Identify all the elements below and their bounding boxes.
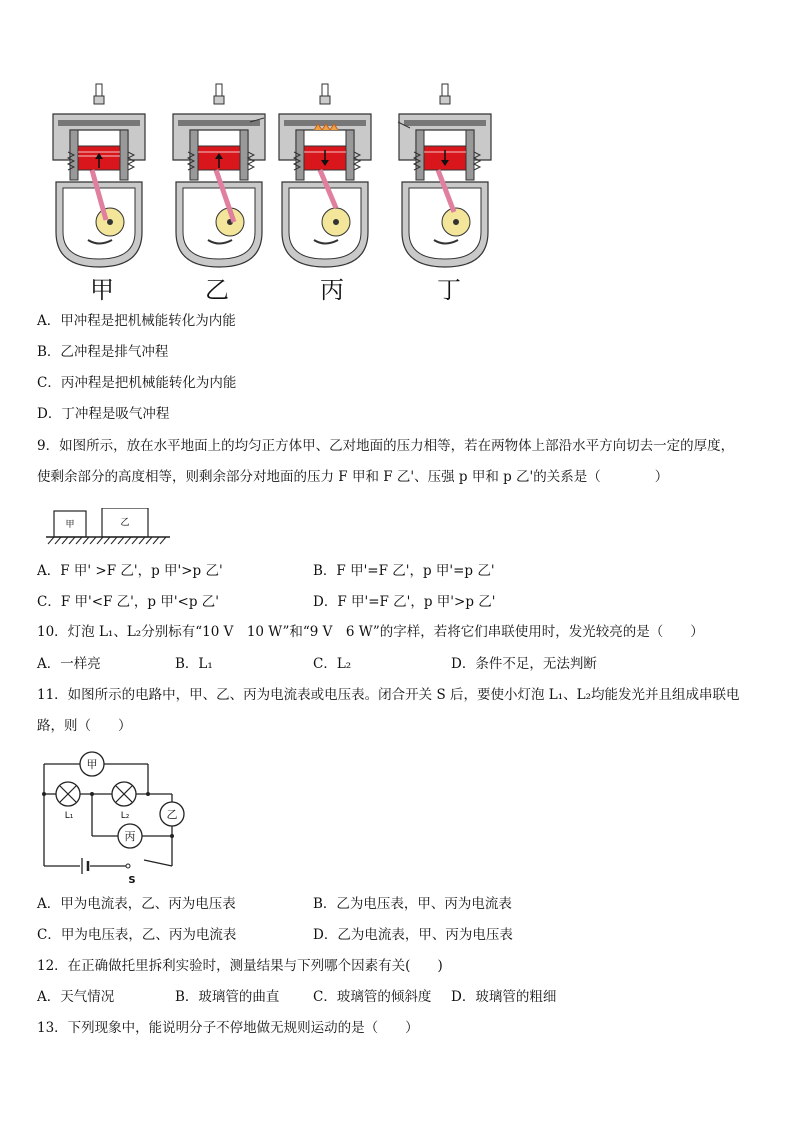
q12-option-d: D．玻璃管的粗细 [451, 989, 557, 1005]
q9-option-b: B．F 甲'=F 乙'，p 甲'=p 乙' [313, 563, 495, 579]
q9-stem-line2: 使剩余部分的高度相等，则剩余部分对地面的压力 F 甲和 F 乙'、压强 p 甲和 p 乙'的关系是（ ） [37, 469, 669, 485]
q9-option-d: D．F 甲'=F 乙'，p 甲'>p 乙' [313, 594, 496, 610]
q11-circuit-figure [36, 748, 196, 888]
q11-option-b: B．乙为电压表，甲、丙为电流表 [313, 896, 512, 912]
q10-option-a: A．一样亮 [37, 656, 101, 672]
q8-option-a: A．甲冲程是把机械能转化为内能 [37, 313, 236, 329]
meter-jia-label: 甲 [86, 758, 98, 771]
meter-bing-label: 丙 [124, 830, 136, 843]
q9-stem-line1: 9．如图所示，放在水平地面上的均匀正方体甲、乙对地面的压力相等，若在两物体上部沿水平方向切去一定的厚度， [37, 438, 735, 454]
q12-stem: 12．在正确做托里拆利实验时，测量结果与下列哪个因素有关( ) [37, 958, 443, 974]
engine-label-bing: 丙 [320, 276, 344, 304]
q12-option-a: A．天气情况 [37, 989, 115, 1005]
q10-option-c: C．L₂ [313, 656, 352, 672]
meter-yi-label: 乙 [166, 808, 178, 821]
q8-option-c: C．丙冲程是把机械能转化为内能 [37, 375, 237, 391]
q8-option-b: B．乙冲程是排气冲程 [37, 344, 169, 360]
q12-option-c: C．玻璃管的倾斜度 [313, 989, 432, 1005]
engine-label-jia: 甲 [90, 276, 114, 304]
engine-label-ding: 丁 [437, 276, 461, 304]
lamp-l2-label: L₂ [120, 811, 130, 821]
q9-option-a: A．F 甲' >F 乙'，p 甲'>p 乙' [37, 563, 223, 579]
q11-option-a: A．甲为电流表，乙、丙为电压表 [37, 896, 236, 912]
lamp-l1-label: L₁ [64, 811, 74, 821]
q10-option-d: D．条件不足，无法判断 [451, 656, 597, 672]
q11-option-d: D．乙为电流表，甲、丙为电压表 [313, 927, 513, 943]
q11-stem-line1: 11．如图所示的电路中，甲、乙、丙为电流表或电压表。闭合开关 S 后，要使小灯泡 L₁、L₂均能发光并且组成串联电 [37, 687, 740, 703]
q8-option-d: D．丁冲程是吸气冲程 [37, 406, 170, 422]
engine-label-yi: 乙 [205, 276, 229, 304]
q11-option-c: C．甲为电压表，乙、丙为电流表 [37, 927, 237, 943]
q12-option-b: B．玻璃管的曲直 [175, 989, 280, 1005]
q9-block-yi-label: 乙 [120, 518, 130, 528]
switch-s-label: S [128, 875, 136, 886]
q10-stem: 10．灯泡 L₁、L₂分别标有“10 V 10 W”和“9 V 6 W”的字样，若将它们串联使用时，发光较亮的是（ ） [37, 624, 704, 640]
q9-option-c: C．F 甲'<F 乙'，p 甲'<p 乙' [37, 594, 219, 610]
q11-stem-line2: 路，则（ ） [37, 718, 132, 734]
q13-stem: 13．下列现象中，能说明分子不停地做无规则运动的是（ ） [37, 1020, 419, 1036]
q9-blocks-figure [46, 508, 172, 548]
q9-block-jia-label: 甲 [65, 520, 75, 530]
engine-strokes-figure [48, 82, 498, 272]
q10-option-b: B．L₁ [175, 656, 213, 672]
